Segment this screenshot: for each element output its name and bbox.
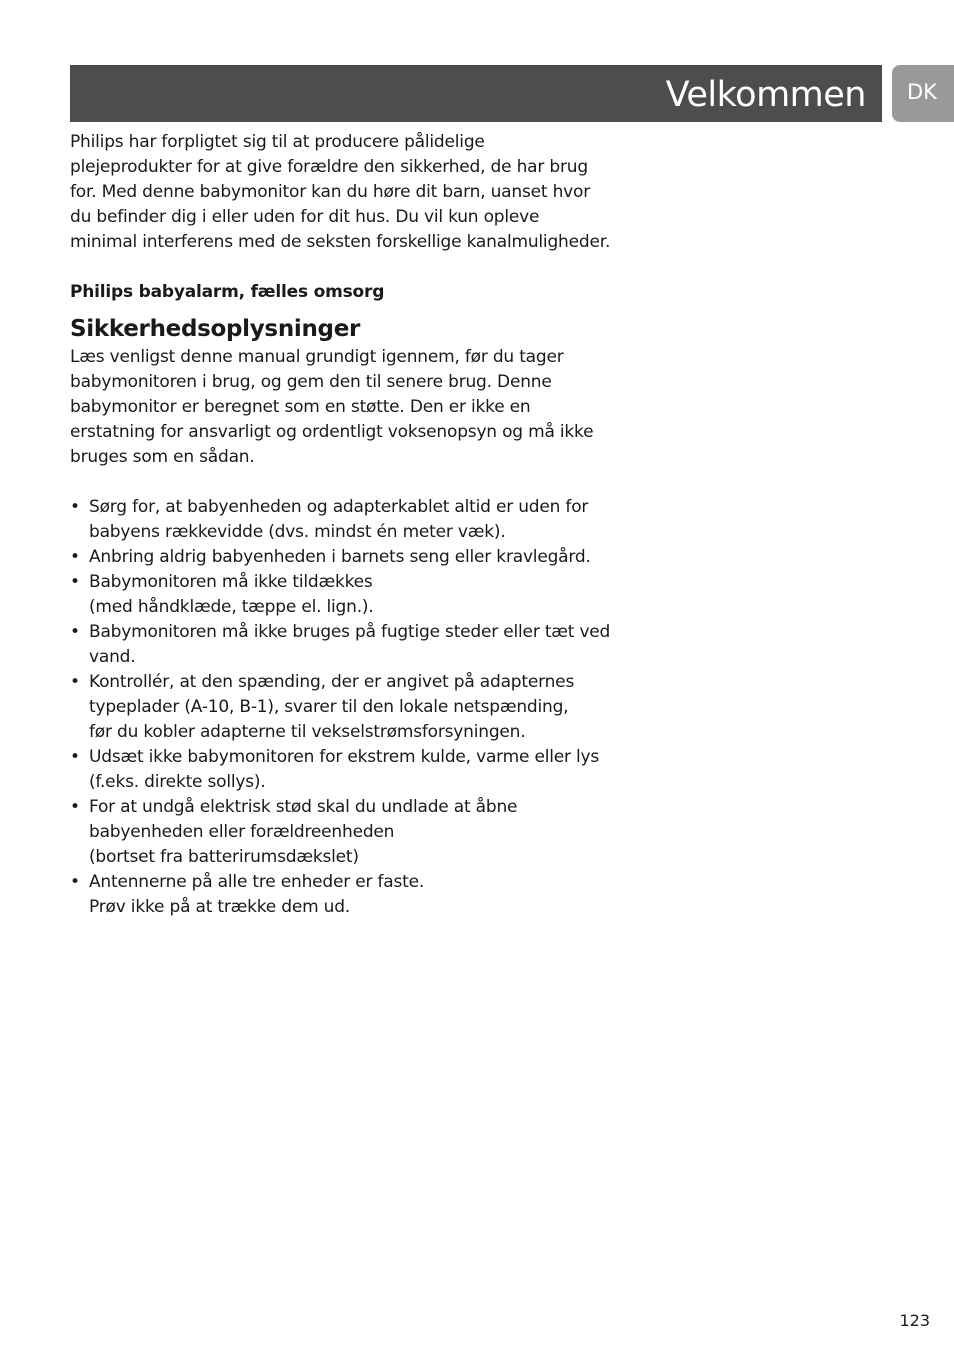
page-number: 123 <box>899 1311 930 1330</box>
list-item <box>70 495 630 545</box>
safety-list <box>70 495 630 920</box>
list-item-line: babyenheden eller forældreenheden <box>89 822 395 842</box>
intro-line: plejeprodukter for at give forældre den sikkerhed, de har brug <box>70 157 588 177</box>
list-item-line: Udsæt ikke babymonitoren for ekstrem kulde, varme eller lys <box>89 747 600 767</box>
safety-intro-line: bruges som en sådan. <box>70 447 255 467</box>
bullet-icon: • <box>70 572 80 592</box>
list-item <box>70 620 630 670</box>
safety-intro-line: Læs venligst denne manual grundigt igennem, før du tager <box>70 347 564 367</box>
bullet-icon: • <box>70 672 80 692</box>
list-item-line: (bortset fra batterirumsdækslet) <box>89 847 359 867</box>
safety-intro-line: erstatning for ansvarligt og ordentligt voksenopsyn og må ikke <box>70 422 594 442</box>
main-content <box>70 130 630 920</box>
language-tab <box>892 65 954 122</box>
list-item-line: Anbring aldrig babyenheden i barnets seng eller kravlegård. <box>89 547 591 567</box>
list-item-line: vand. <box>89 647 136 667</box>
list-item <box>70 545 630 570</box>
list-item-line: babyens rækkevidde (dvs. mindst én meter væk). <box>89 522 506 542</box>
list-item-line: Prøv ikke på at trække dem ud. <box>89 897 351 917</box>
intro-line: du befinder dig i eller uden for dit hus. Du vil kun opleve <box>70 207 540 227</box>
bullet-icon: • <box>70 622 80 642</box>
list-item-line: (med håndklæde, tæppe el. lign.). <box>89 597 374 617</box>
list-item-line: Babymonitoren må ikke tildækkes <box>89 572 373 592</box>
safety-intro-line: babymonitoren i brug, og gem den til senere brug. Denne <box>70 372 552 392</box>
page-title: Velkommen <box>665 75 866 115</box>
bullet-icon: • <box>70 497 80 517</box>
list-item-line: typeplader (A-10, B-1), svarer til den lokale netspænding, <box>89 697 569 717</box>
list-item <box>70 570 630 620</box>
safety-intro-line: babymonitor er beregnet som en støtte. Den er ikke en <box>70 397 531 417</box>
list-item-line: (f.eks. direkte sollys). <box>89 772 266 792</box>
list-item <box>70 745 630 795</box>
safety-intro-paragraph <box>70 345 630 470</box>
bullet-icon: • <box>70 747 80 767</box>
intro-line: Philips har forpligtet sig til at producere pålidelige <box>70 132 485 152</box>
intro-line: for. Med denne babymonitor kan du høre dit barn, uanset hvor <box>70 182 590 202</box>
intro-paragraph <box>70 130 630 255</box>
tagline: Philips babyalarm, fælles omsorg <box>70 282 385 302</box>
list-item-line: Kontrollér, at den spænding, der er angivet på adapternes <box>89 672 575 692</box>
list-item <box>70 670 630 745</box>
list-item <box>70 870 630 920</box>
list-item-line: før du kobler adapterne til vekselstrømsforsyningen. <box>89 722 526 742</box>
list-item-line: Babymonitoren må ikke bruges på fugtige steder eller tæt ved <box>89 622 611 642</box>
list-item <box>70 795 630 870</box>
section-heading-safety: Sikkerhedsoplysninger <box>70 316 361 342</box>
language-tab-label: DK <box>907 80 937 104</box>
bullet-icon: • <box>70 797 80 817</box>
list-item-line: Antennerne på alle tre enheder er faste. <box>89 872 425 892</box>
bullet-icon: • <box>70 872 80 892</box>
header-bar <box>70 65 882 122</box>
list-item-line: Sørg for, at babyenheden og adapterkablet altid er uden for <box>89 497 589 517</box>
list-item-line: For at undgå elektrisk stød skal du undlade at åbne <box>89 797 518 817</box>
intro-line: minimal interferens med de seksten forskellige kanalmuligheder. <box>70 232 611 252</box>
bullet-icon: • <box>70 547 80 567</box>
